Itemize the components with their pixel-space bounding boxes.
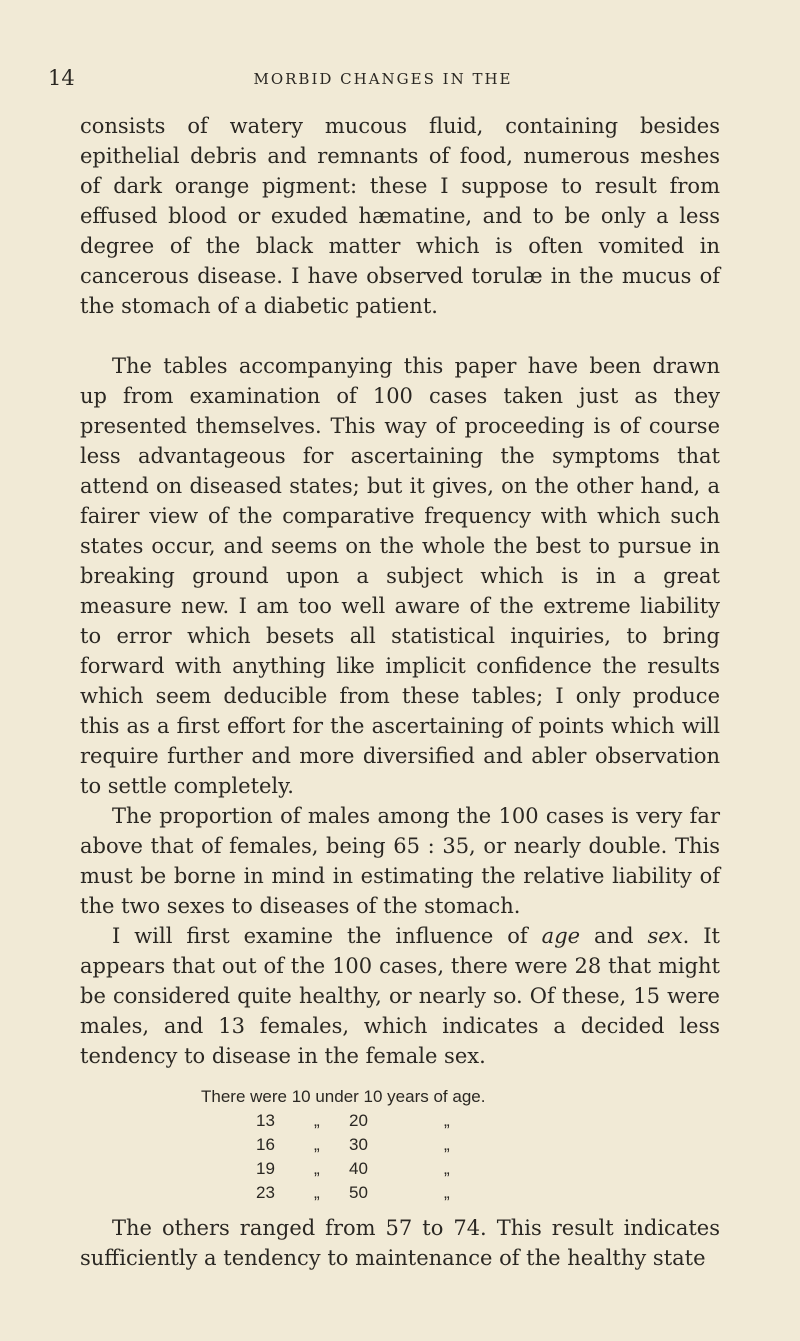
table-row: 16 „ 30 „ (256, 1135, 450, 1154)
paragraph-2: The tables accompanying this paper have been drawn up from examination of 100 cases taken just as they presented themselves. This way of proceeding is of course less advantageous for ascertaining the symptoms that attend on diseased states; but it gives, on the other hand, a fairer view of the comparative frequency with which such states occur, and seems on the whole the best to pursue in breaking ground upon a subject which is in a great measure new. I am too well aware of the extreme liability to error which besets all statistical inquiries, to bring forward with anything like implicit confidence the results which seem deducible from these tables; I only produce this as a first effort for the ascertaining of points which will require further and more diversified and abler observation to settle completely. (80, 354, 720, 798)
age-table (201, 1085, 720, 1205)
table-row: 19 „ 40 „ (256, 1159, 450, 1178)
age-table-title: There were 10 under 10 years of age. (201, 1087, 486, 1106)
body-text (80, 111, 720, 1273)
italic-age: age (541, 924, 581, 948)
table-row: 13 „ 20 „ (256, 1111, 450, 1130)
running-head: MORBID CHANGES IN THE (253, 70, 513, 88)
italic-sex: sex (647, 924, 683, 948)
paragraph-1: consists of watery mucous fluid, containing besides epithelial debris and remnants of food, numerous meshes of dark orange pigment: these I suppose to result from effused blood or exuded hæmatine, and to be only a less degree of the black matter which is often vomited in cancerous disease. I have observed torulæ in the mucus of the stomach of a diabetic patient. (80, 114, 720, 318)
page-header (48, 66, 718, 96)
closing-paragraph: The others ranged from 57 to 74. This result indicates sufficiently a tendency to maintenance of the healthy state (80, 1216, 720, 1270)
page-number: 14 (48, 66, 75, 90)
paragraph-3: The proportion of males among the 100 cases is very far above that of females, being 65 : 35, or nearly double. This must be borne in mind in estimating the relative liability of the two sexes to diseases of the stomach. (80, 804, 720, 918)
table-row: 23 „ 50 „ (256, 1183, 450, 1202)
paragraph-4: I will first examine the influence of age and sex. It appears that out of the 100 cases, there were 28 that might be considered quite healthy, or nearly so. Of these, 15 were males, and 13 females, which indicates a decided less tendency to disease in the female sex. (80, 924, 720, 1068)
